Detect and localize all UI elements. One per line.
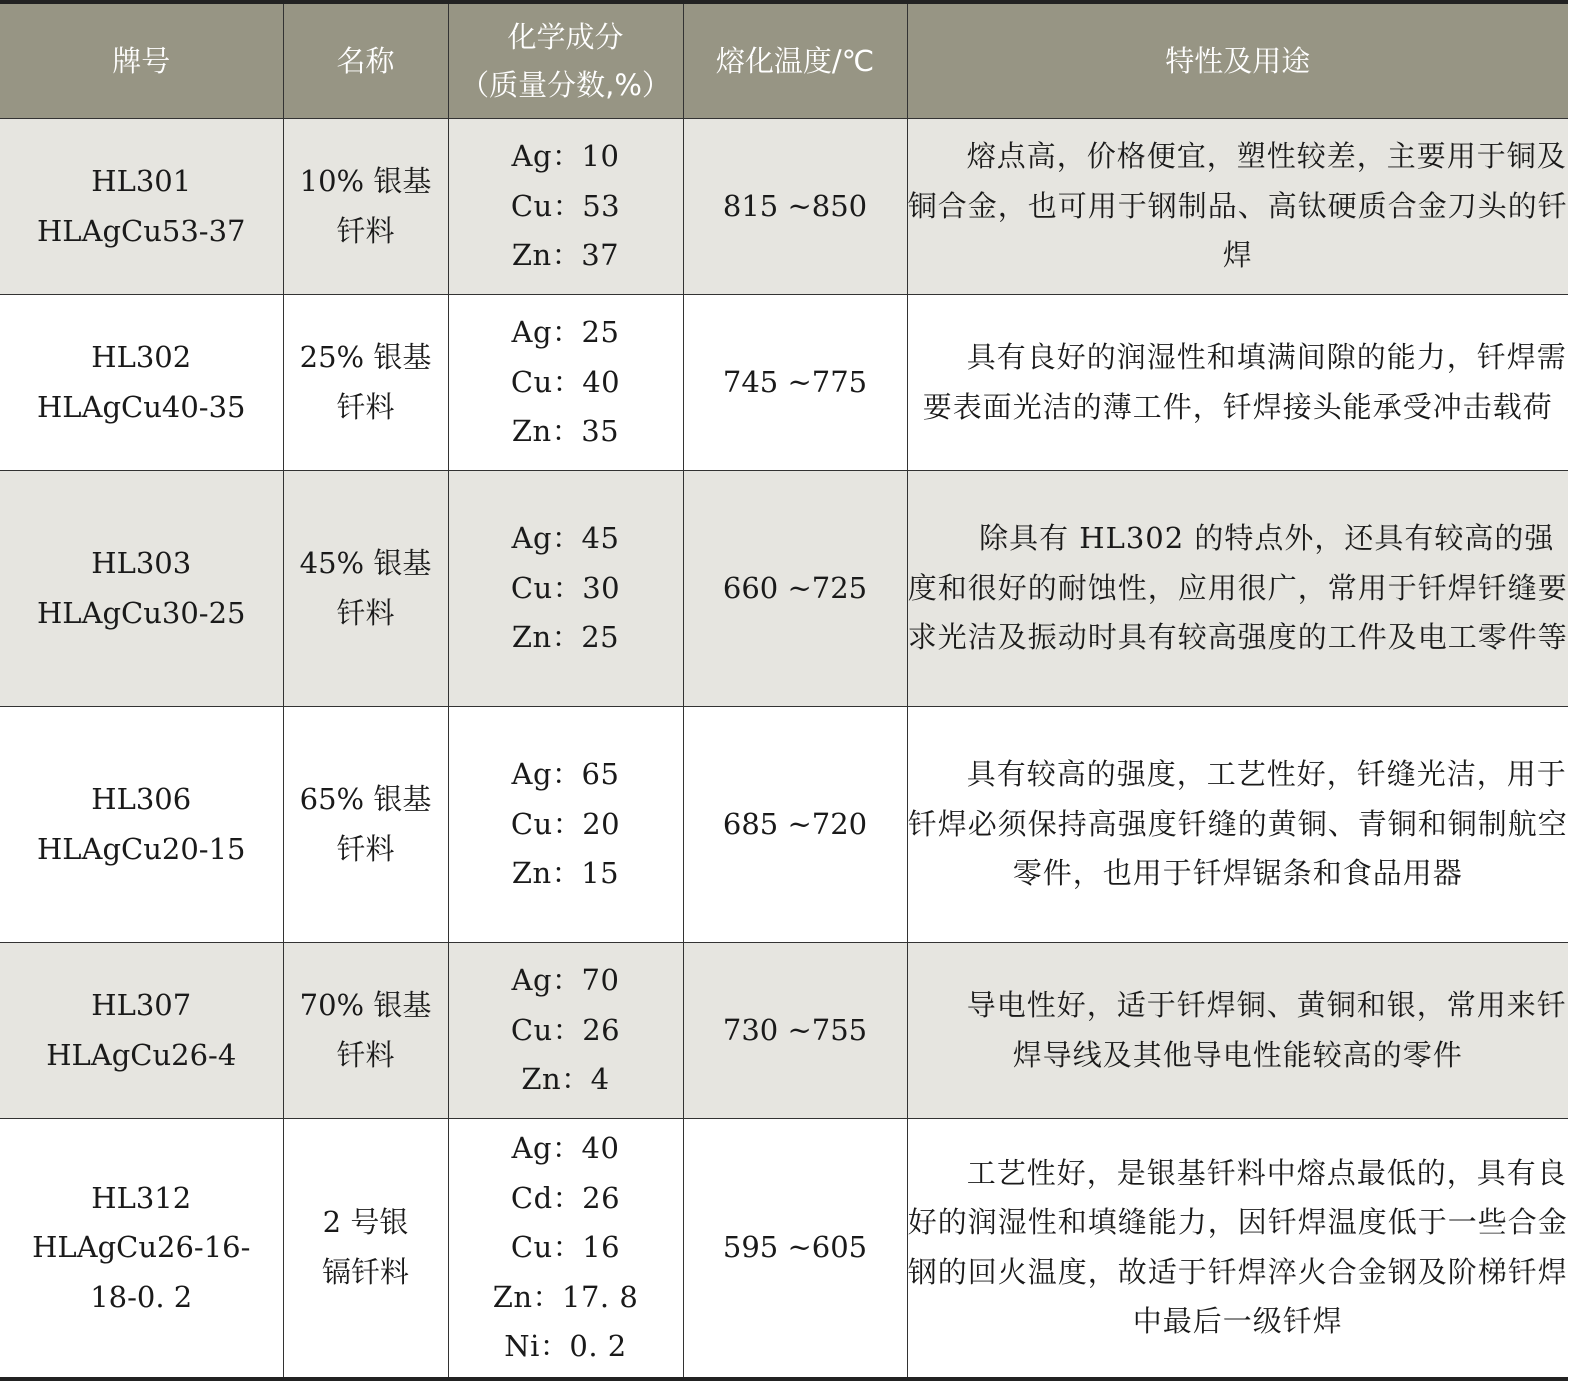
usage-cell: [907, 119, 1568, 295]
composition-item: Cu：16: [510, 1230, 621, 1264]
usage-text: 具有良好的润湿性和填满间隙的能力，钎焊需要表面光洁的薄工件，钎焊接头能承受冲击载荷: [922, 340, 1567, 424]
grade-code: HL312: [91, 1180, 192, 1215]
grade-code: HL301: [91, 164, 192, 198]
grade-cell: [0, 471, 283, 707]
usage-cell: [907, 707, 1568, 943]
header-name: 名称: [283, 2, 448, 119]
composition-item: Cu：40: [510, 364, 621, 399]
usage-cell: [907, 471, 1568, 707]
composition-cell: [448, 943, 683, 1119]
grade-code: HL306: [91, 782, 192, 816]
melting-temperature-cell: 595 ~605: [683, 1119, 907, 1379]
name-line: 10% 银基: [299, 164, 432, 198]
composition-cell: [448, 471, 683, 707]
name-line: 2 号银: [322, 1205, 409, 1240]
name-line: 钎料: [336, 1037, 395, 1072]
grade-designation-continued: 18-0. 2: [90, 1279, 193, 1314]
grade-code: HL307: [91, 988, 192, 1022]
composition-item: Ag：70: [511, 963, 620, 998]
composition-item: Zn：37: [511, 238, 620, 273]
usage-text: 导电性好，适于钎焊铜、黄铜和银，常用来钎焊导线及其他导电性能较高的零件: [966, 988, 1567, 1072]
header-grade: 牌号: [0, 2, 283, 119]
composition-item: Cd：26: [510, 1180, 621, 1215]
composition-item: Zn：17. 8: [492, 1279, 639, 1314]
name-line: 70% 银基: [299, 988, 432, 1022]
melting-temperature-cell: 685 ~720: [683, 707, 907, 943]
grade-designation: HLAgCu26-4: [46, 1037, 237, 1072]
name-cell: [283, 707, 448, 943]
grade-designation: HLAgCu26-16-: [32, 1230, 251, 1264]
usage-text: 工艺性好，是银基钎料中熔点最低的，具有良好的润湿性和填缝能力，因钎焊温度低于一些合金钢的回火温度，故适于钎焊淬火合金钢及阶梯钎焊中最后一级钎焊: [907, 1155, 1568, 1339]
composition-item: Cu：20: [510, 806, 621, 841]
composition-cell: [448, 1119, 683, 1379]
composition-item: Ag：40: [511, 1131, 620, 1165]
composition-item: Zn：15: [511, 856, 620, 891]
composition-cell: [448, 119, 683, 295]
name-cell: [283, 1119, 448, 1379]
grade-designation: HLAgCu30-25: [36, 595, 246, 630]
grade-designation: HLAgCu53-37: [36, 213, 246, 248]
composition-item: Cu：53: [510, 188, 621, 223]
name-line: 25% 银基: [299, 340, 432, 374]
name-cell: [283, 943, 448, 1119]
header-melting-temperature: 熔化温度/℃: [683, 2, 907, 119]
header-usage: 特性及用途: [907, 2, 1568, 119]
name-line: 钎料: [336, 831, 395, 866]
grade-cell: [0, 943, 283, 1119]
header-row: [0, 2, 1568, 119]
composition-cell: [448, 295, 683, 471]
composition-item: Ag：25: [511, 315, 620, 350]
table-row: [0, 119, 1568, 295]
composition-item: Zn：25: [511, 620, 620, 655]
grade-cell: [0, 707, 283, 943]
usage-text: 除具有 HL302 的特点外，还具有较高的强度和很好的耐蚀性，应用很广，常用于钎焊钎缝要求光洁及振动时具有较高强度的工件及电工零件等: [907, 521, 1568, 655]
table-row: [0, 471, 1568, 707]
grade-designation: HLAgCu40-35: [36, 389, 246, 424]
grade-code: HL302: [91, 340, 192, 374]
grade-cell: [0, 1119, 283, 1379]
melting-temperature-cell: 815 ~850: [683, 119, 907, 295]
composition-item: Ag：65: [511, 757, 620, 792]
usage-text: 熔点高，价格便宜，塑性较差，主要用于铜及铜合金，也可用于钢制品、高钛硬质合金刀头的钎焊: [907, 139, 1568, 273]
usage-cell: [907, 295, 1568, 471]
grade-code: HL303: [91, 546, 192, 580]
table-row: [0, 943, 1568, 1119]
table-row: [0, 1119, 1568, 1379]
name-cell: [283, 471, 448, 707]
melting-temperature-cell: 730 ~755: [683, 943, 907, 1119]
composition-item: Ag：45: [511, 521, 620, 556]
name-line: 65% 银基: [299, 782, 432, 816]
grade-cell: [0, 119, 283, 295]
header-composition-unit: （质量分数,%）: [460, 68, 671, 102]
melting-temperature-cell: 660 ~725: [683, 471, 907, 707]
composition-item: Zn：4: [521, 1062, 610, 1097]
name-line: 钎料: [336, 389, 395, 424]
usage-cell: [907, 943, 1568, 1119]
table-row: [0, 295, 1568, 471]
header-composition-title: 化学成分: [507, 20, 624, 54]
composition-item: Ag：10: [511, 139, 620, 174]
name-cell: [283, 119, 448, 295]
composition-item: Cu：26: [510, 1012, 621, 1047]
name-cell: [283, 295, 448, 471]
name-line: 钎料: [336, 595, 395, 630]
composition-item: Zn：35: [511, 414, 620, 449]
melting-temperature-cell: 745 ~775: [683, 295, 907, 471]
grade-designation: HLAgCu20-15: [36, 831, 246, 866]
grade-cell: [0, 295, 283, 471]
usage-text: 具有较高的强度，工艺性好，钎缝光洁，用于钎焊必须保持高强度钎缝的黄铜、青铜和铜制航空零件，也用于钎焊锯条和食品用器: [907, 757, 1568, 891]
composition-item: Ni：0. 2: [504, 1329, 627, 1363]
header-composition: [448, 2, 683, 119]
name-line: 45% 银基: [299, 546, 432, 580]
usage-cell: [907, 1119, 1568, 1379]
composition-cell: [448, 707, 683, 943]
composition-item: Cu：30: [510, 570, 621, 605]
name-line: 钎料: [336, 213, 395, 248]
name-line: 镉钎料: [321, 1254, 409, 1289]
table-row: [0, 707, 1568, 943]
